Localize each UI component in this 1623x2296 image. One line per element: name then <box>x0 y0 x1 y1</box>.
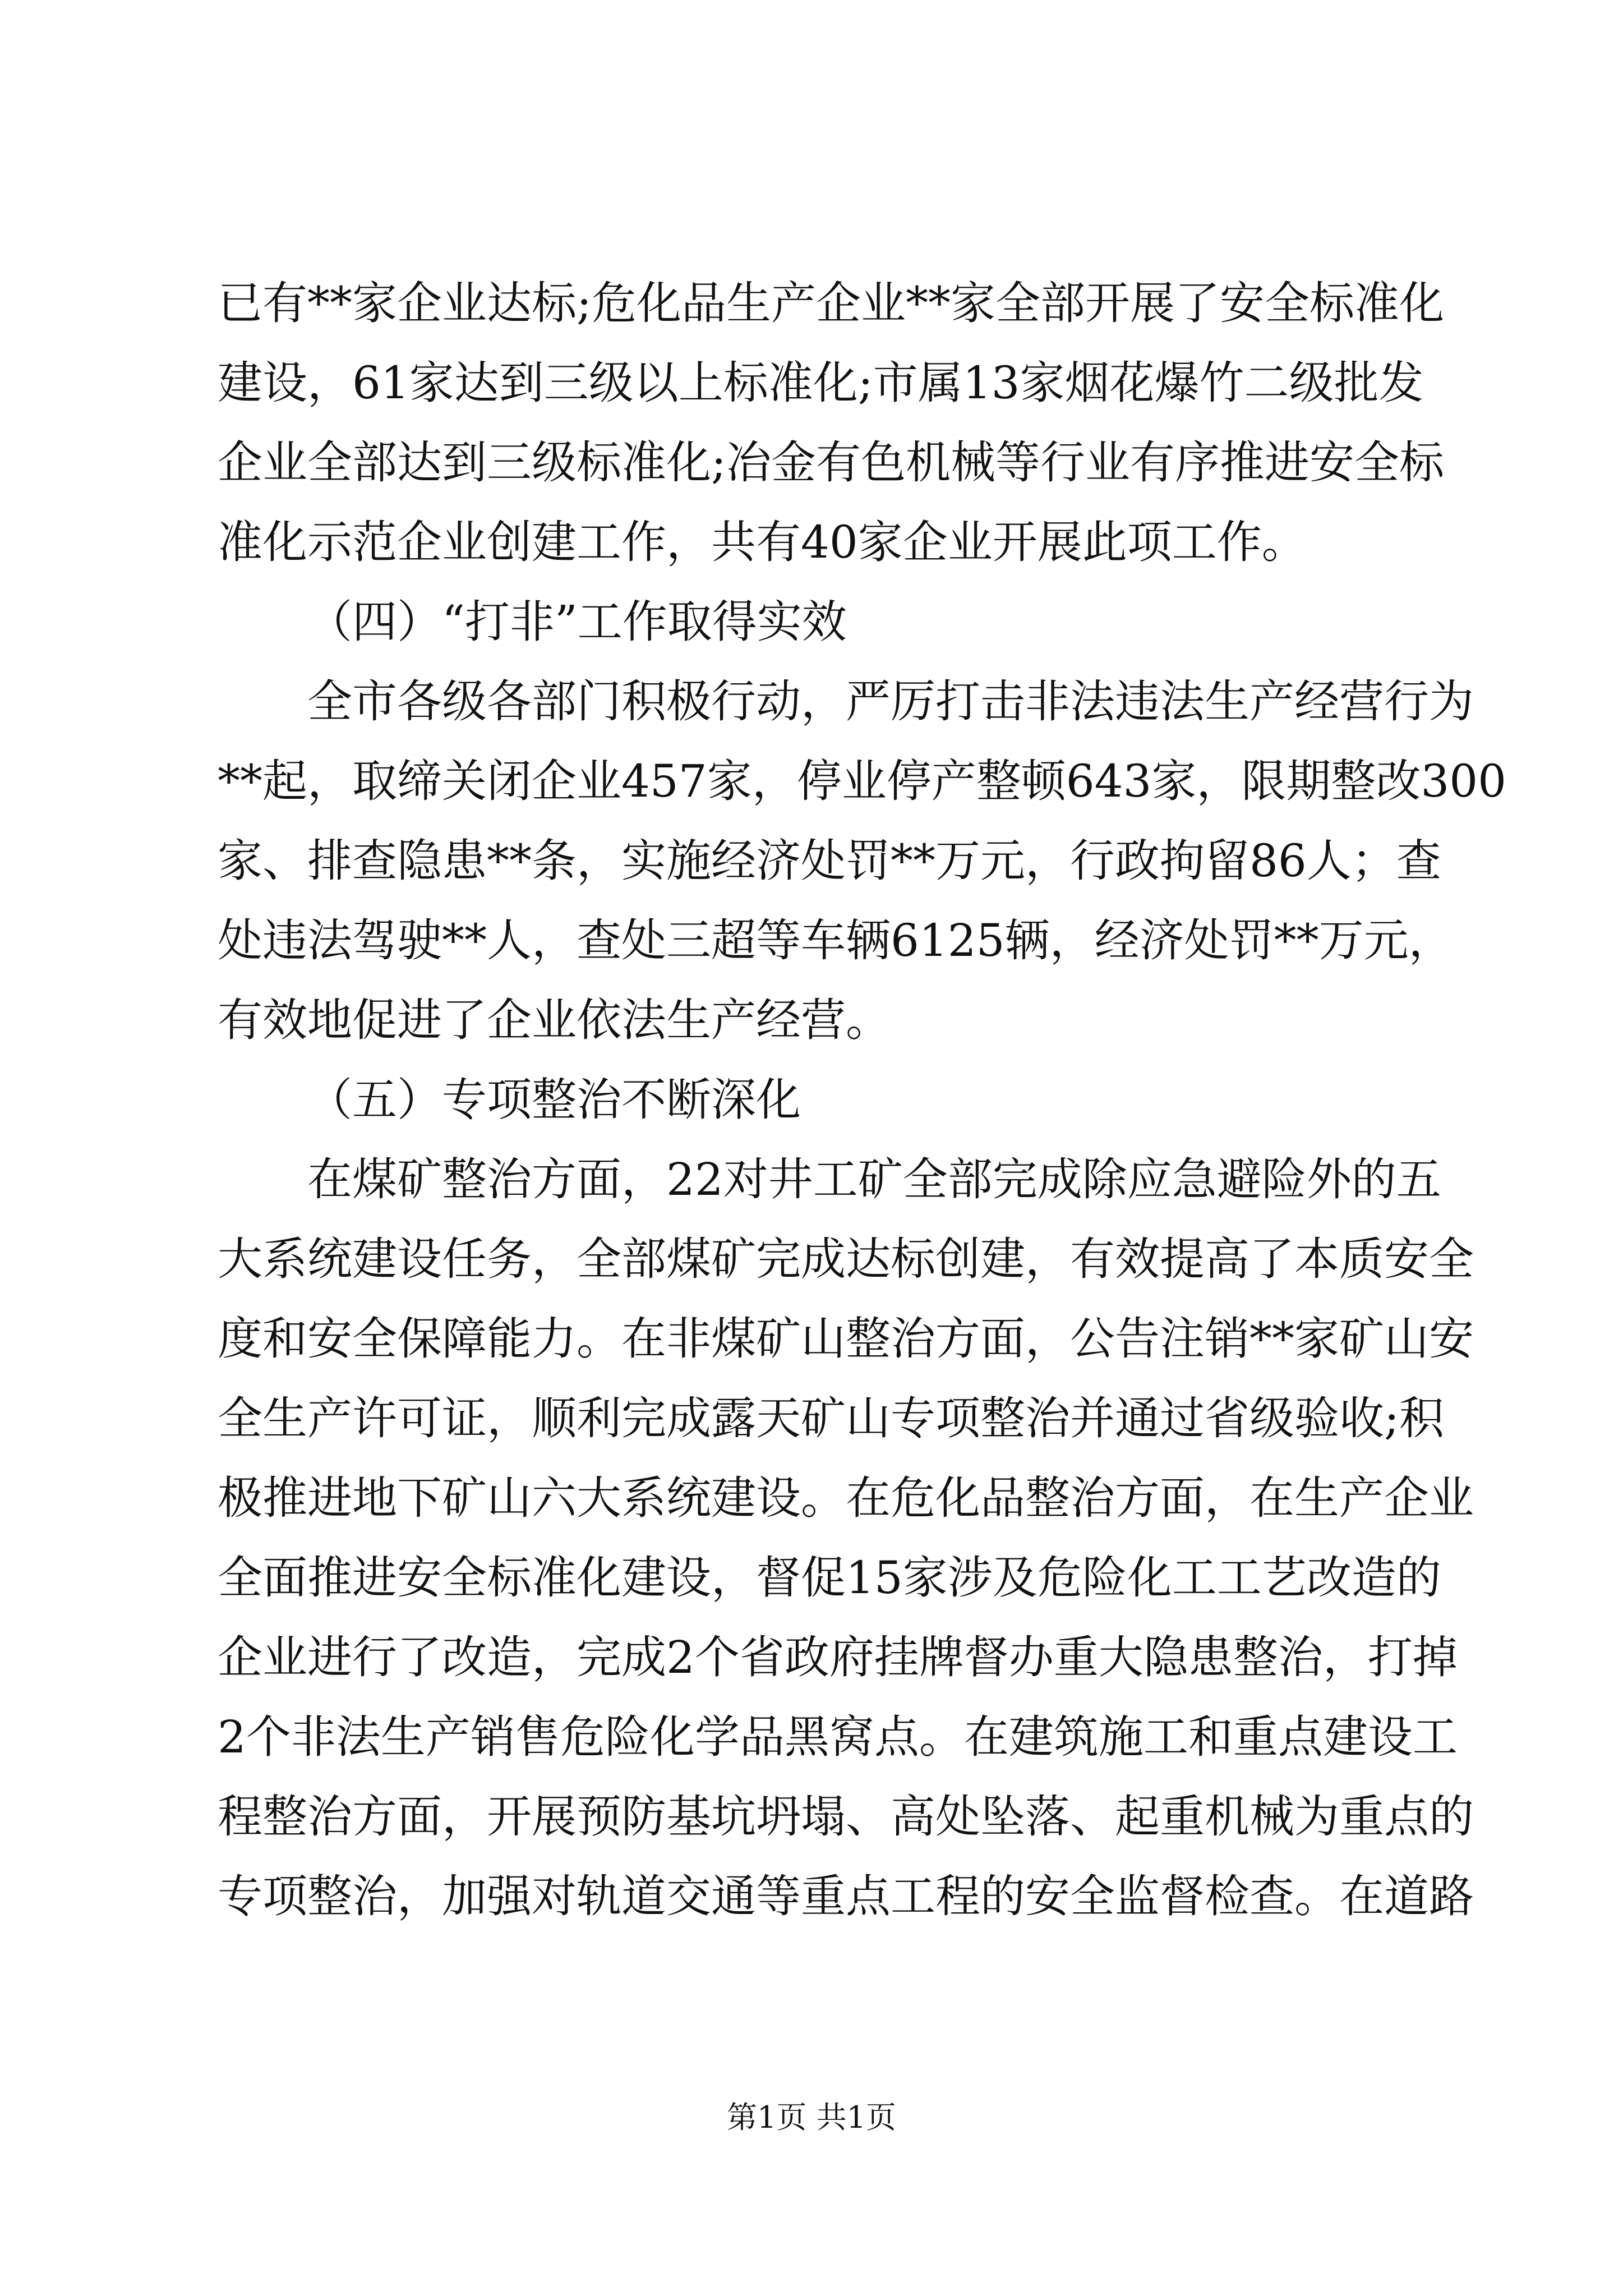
paragraph-line: 度和安全保障能力。在非煤矿山整治方面，公告注销**家矿山安 <box>218 1313 1474 1365</box>
paragraph-line: 处违法驾驶**人，查处三超等车辆6125辆，经济处罚**万元， <box>218 914 1454 967</box>
paragraph-line: 建设，61家达到三级以上标准化;市属13家烟花爆竹二级批发 <box>218 357 1424 409</box>
document-body <box>218 264 1507 1936</box>
paragraph-line: 全面推进安全标准化建设，督促15家涉及危险化工工艺改造的 <box>218 1552 1441 1604</box>
paragraph-line: **起，取缔关闭企业457家，停业停产整顿643家，限期整改300 <box>218 755 1507 807</box>
paragraph-line: 准化示范企业创建工作，共有40家企业开展此项工作。 <box>218 516 1307 568</box>
section-heading: （四）“打非”工作取得实效 <box>307 596 847 648</box>
paragraph-line: 有效地促进了企业依法生产经营。 <box>218 994 891 1046</box>
page-number-label: 第1页 共1页 <box>727 2100 896 2135</box>
paragraph-line: 极推进地下矿山六大系统建设。在危化品整治方面，在生产企业 <box>218 1472 1474 1524</box>
paragraph-line: 全市各级各部门积极行动，严厉打击非法违法生产经营行为 <box>307 675 1474 728</box>
paragraph-line: 大系统建设任务，全部煤矿完成达标创建，有效提高了本质安全 <box>218 1233 1474 1285</box>
section-heading: （五）专项整治不断深化 <box>307 1074 801 1126</box>
paragraph-line: 2个非法生产销售危险化学品黑窝点。在建筑施工和重点建设工 <box>218 1711 1458 1763</box>
page-footer <box>0 2095 1623 2140</box>
paragraph-line: 已有**家企业达标;危化品生产企业**家全部开展了安全标准化 <box>218 277 1444 329</box>
paragraph-line: 企业全部达到三级标准化;冶金有色机械等行业有序推进安全标 <box>218 436 1444 489</box>
paragraph-line: 程整治方面，开展预防基坑坍塌、高处坠落、起重机械为重点的 <box>218 1791 1474 1843</box>
paragraph-line: 专项整治，加强对轨道交通等重点工程的安全监督检查。在道路 <box>218 1870 1474 1922</box>
paragraph-line: 企业进行了改造，完成2个省政府挂牌督办重大隐患整治，打掉 <box>218 1631 1458 1683</box>
paragraph-line: 家、排查隐患**条，实施经济处罚**万元，行政拘留86人；查 <box>218 835 1441 887</box>
paragraph-line: 全生产许可证，顺利完成露天矿山专项整治并通过省级验收;积 <box>218 1392 1444 1444</box>
paragraph-line: 在煤矿整治方面，22对井工矿全部完成除应急避险外的五 <box>307 1153 1441 1205</box>
